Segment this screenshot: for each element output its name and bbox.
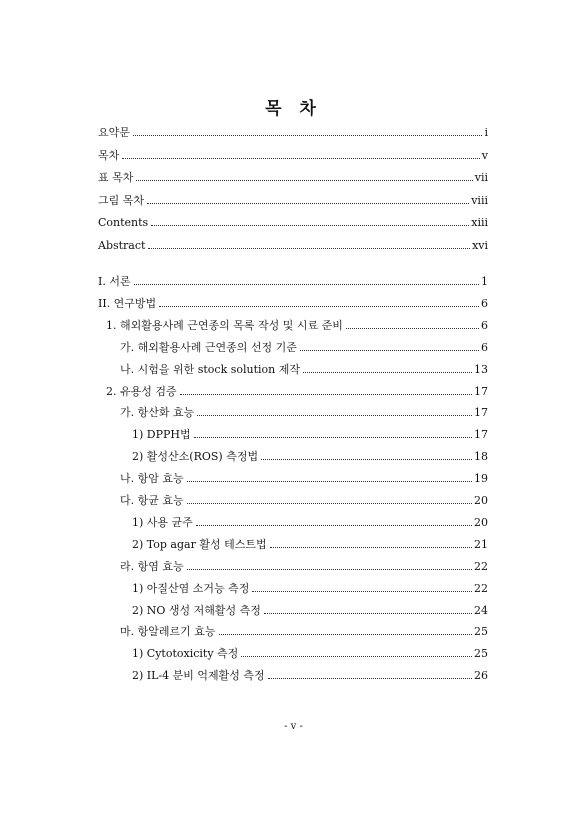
toc-entry-page: 22 (474, 581, 488, 595)
toc-entry-label: 목차 (98, 148, 120, 162)
dot-leader (136, 179, 472, 181)
dot-leader (346, 327, 479, 329)
dot-leader (133, 134, 483, 136)
toc-entry-page: 25 (474, 625, 488, 639)
toc-entry-page: 25 (474, 647, 488, 661)
toc-entry (120, 558, 488, 574)
toc-entry-page: 18 (474, 450, 488, 464)
dot-leader (270, 546, 472, 548)
toc-entry-page: 17 (474, 384, 488, 398)
toc-entry-label: 그림 목차 (98, 193, 145, 207)
toc-entry-label: 요약문 (98, 126, 130, 139)
toc-entry-page: viii (471, 193, 488, 207)
toc-entry (132, 514, 488, 530)
toc-entry (98, 147, 488, 163)
toc-entry (132, 602, 488, 618)
dot-leader (268, 677, 472, 679)
toc-entry-label: 2) NO 생성 저해활성 측정 (132, 603, 261, 617)
toc-entry-page: 21 (474, 537, 488, 551)
dot-leader (151, 224, 469, 226)
toc-entry-page: xvi (472, 238, 488, 252)
toc-entry (120, 623, 488, 639)
toc-entry (132, 536, 488, 552)
toc-entry-label: 1) 사용 균주 (132, 515, 193, 529)
toc-entry (106, 317, 488, 333)
toc-entry (98, 237, 488, 253)
toc-entry-page: 17 (474, 428, 488, 442)
toc-entry-label: 나. 항암 효능 (120, 472, 184, 486)
toc-entry-label: I. 서론 (98, 275, 131, 288)
toc-entry (98, 169, 488, 185)
toc-entry (120, 361, 488, 377)
dot-leader (187, 568, 472, 570)
dot-leader (303, 371, 472, 373)
toc-entry (120, 404, 488, 420)
page-number: - v - (284, 721, 303, 732)
dot-leader (264, 612, 472, 614)
toc-entry-label: 1) 아질산염 소거능 측정 (132, 581, 250, 595)
toc-entry-page: 6 (481, 318, 488, 332)
dot-leader (241, 655, 472, 657)
toc-entry-label: 가. 항산화 효능 (120, 406, 195, 420)
toc-entry-label: II. 연구방법 (98, 296, 157, 310)
dot-leader (187, 480, 472, 482)
toc-entry-label: 1. 해외활용사례 근연종의 목록 작성 및 시료 준비 (106, 318, 343, 332)
toc-entry-label: 2) IL-4 분비 억제활성 측정 (132, 669, 265, 683)
toc-entry-page: vii (474, 171, 488, 184)
toc-entry-page: 19 (474, 472, 488, 486)
dot-leader (194, 436, 472, 438)
toc-entry-label: 표 목차 (98, 171, 134, 184)
toc-entry-page: 6 (481, 340, 488, 354)
toc-entry-label: 라. 항염 효능 (120, 559, 184, 573)
toc-entry-label: 나. 시험을 위한 stock solution 제작 (120, 362, 301, 376)
toc-entry (98, 124, 488, 140)
toc-entry (106, 383, 488, 399)
toc-entry-page: 6 (481, 296, 488, 310)
toc-entry-page: 22 (474, 559, 488, 573)
page-title: 목 차 (265, 99, 322, 119)
toc-entry (98, 273, 488, 289)
toc-entry-label: Abstract (98, 238, 146, 252)
toc-entry (120, 492, 488, 508)
toc-entry-label: 1) DPPH법 (132, 428, 191, 442)
dot-leader (180, 393, 472, 395)
toc-entry (132, 645, 488, 661)
toc-entry (120, 470, 488, 486)
dot-leader (300, 349, 479, 351)
toc-entry-label: 1) Cytotoxicity 측정 (132, 647, 239, 661)
toc-entry-label: 다. 항균 효능 (120, 494, 184, 507)
dot-leader (219, 633, 473, 635)
toc-entry (132, 448, 488, 464)
toc-entry (132, 426, 488, 442)
toc-entry-label: Contents (98, 216, 149, 229)
toc-entry-page: 17 (474, 406, 488, 420)
dot-leader (134, 283, 479, 285)
toc-entry-label: 마. 항알레르기 효능 (120, 625, 216, 639)
toc-entry-page: xiii (471, 216, 488, 229)
dot-leader (159, 305, 479, 307)
toc-entry-page: 26 (474, 669, 488, 683)
toc-entry-page: v (481, 148, 488, 162)
toc-entry-page: 1 (481, 275, 488, 288)
toc-entry-page: 24 (474, 603, 488, 617)
toc-entry (120, 339, 488, 355)
toc-entry-page: 20 (474, 494, 488, 507)
toc-entry (98, 192, 488, 208)
toc-entry (132, 667, 488, 683)
toc-entry-label: 2) Top agar 활성 테스트법 (132, 537, 267, 551)
toc-entry-label: 가. 해외활용사례 근연종의 선정 기준 (120, 340, 297, 354)
dot-leader (148, 247, 470, 249)
toc-entry-page: 20 (474, 515, 488, 529)
dot-leader (196, 524, 472, 526)
dot-leader (261, 458, 472, 460)
toc-entry (132, 580, 488, 596)
toc-entry-label: 2. 유용성 검증 (106, 384, 177, 398)
toc-entry (98, 214, 488, 230)
dot-leader (147, 202, 469, 204)
dot-leader (197, 414, 472, 416)
dot-leader (252, 590, 472, 592)
toc-entry-label: 2) 활성산소(ROS) 측정법 (132, 450, 259, 464)
toc-entry-page: i (484, 126, 488, 139)
dot-leader (122, 157, 480, 159)
dot-leader (187, 502, 472, 504)
toc-entry-page: 13 (474, 362, 488, 376)
toc-entry (98, 295, 488, 311)
